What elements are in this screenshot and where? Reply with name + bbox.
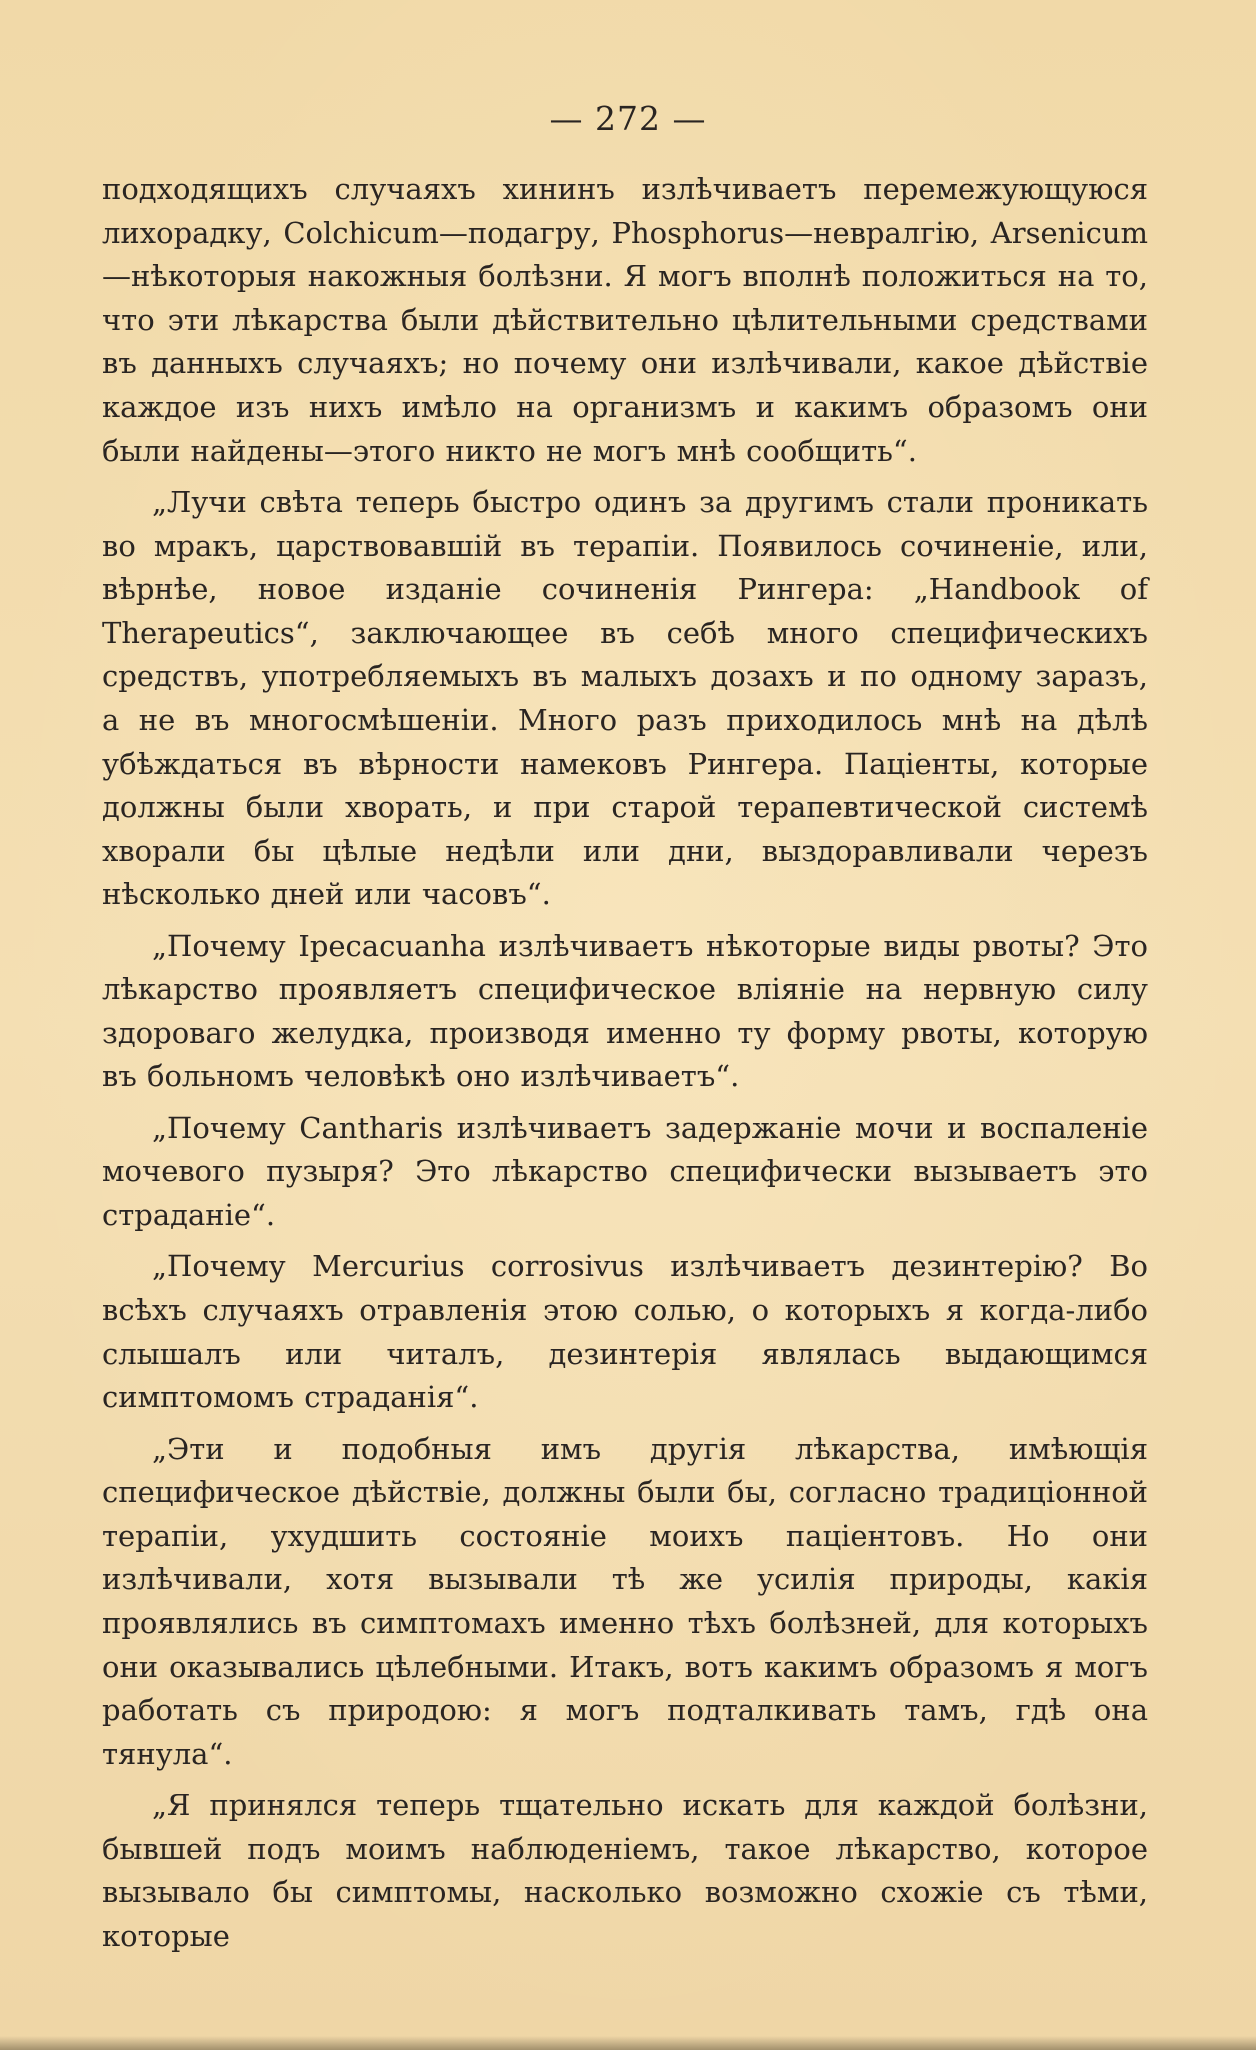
paragraph-light-rays: „Лучи свѣта теперь быстро одинъ за другимъ стали проникать во мракъ, царствовавшій въ терапіи. Появилось сочиненіе, или, вѣрнѣе, новое изданіе сочиненія Рингера: „Handbook of Therapeutics“, заключающее въ себѣ много специфическихъ средствъ, употребляемыхъ въ малыхъ дозахъ и по одному заразъ, а не въ многосмѣшеніи. Много разъ приходилось мнѣ на дѣлѣ убѣждаться въ вѣрности намековъ Рингера. Паціенты, которые должны были хворать, и при старой терапевтической системѣ хворали бы цѣлые недѣли или дни, выздоравливали черезъ нѣсколько дней или часовъ“.	[102, 484, 1148, 912]
page-body	[102, 168, 1148, 1959]
paragraph-cantharis: „Почему Cantharis излѣчиваетъ задержаніе мочи и воспаленіе мочевого пузыря? Это лѣкарство специфически вызываетъ это страданіе“.	[102, 1110, 1148, 1233]
page-bottom-edge	[0, 2036, 1256, 2050]
paragraph-continuation: подходящихъ случаяхъ хининъ излѣчиваетъ перемежующуюся лихорадку, Colchicum—подагру, Phosphorus—невралгію, Arsenicum—нѣкоторыя накожныя болѣзни. Я могъ вполнѣ положиться на то, что эти лѣкарства были дѣйствительно цѣлительными средствами въ данныхъ случаяхъ; но почему они излѣчивали, какое дѣйствіе каждое изъ нихъ имѣло на организмъ и какимъ образомъ они были найдены—этого никто не могъ мнѣ сообщить“.	[102, 172, 1148, 468]
paragraph-mercurius: „Почему Mercurius corrosivus излѣчиваетъ дезинтерію? Во всѣхъ случаяхъ отравленія этою солью, о которыхъ я когда-либо слышалъ или читалъ, дезинтерія являлась выдающимся симптомомъ страданія“.	[102, 1249, 1148, 1415]
paragraph-specific-remedies: „Эти и подобныя имъ другія лѣкарства, имѣющія специфическое дѣйствіе, должны были бы, согласно традиціонной терапіи, ухудшить состояніе моихъ паціентовъ. Но они излѣчивали, хотя вызывали тѣ же усилія природы, какія проявлялись въ симптомахъ именно тѣхъ болѣзней, для которыхъ они оказывались цѣлебными. Итакъ, вотъ какимъ образомъ я могъ работать съ природою: я могъ подталкивать тамъ, гдѣ она тянула“.	[102, 1431, 1148, 1771]
paragraph-search-remedy: „Я принялся теперь тщательно искать для каждой болѣзни, бывшей подъ моимъ наблюденіемъ, такое лѣкарство, которое вызывало бы симптомы, насколько возможно схожіе съ тѣми, которые	[102, 1788, 1148, 1953]
page-number: — 272 —	[549, 99, 707, 138]
paragraph-ipecacuanha: „Почему Ipecacuanha излѣчиваетъ нѣкоторые виды рвоты? Это лѣкарство проявляетъ специфическое вліяніе на нервную силу здороваго желудка, производя именно ту форму рвоты, которую въ больномъ человѣкѣ оно излѣчиваетъ“.	[102, 928, 1148, 1094]
